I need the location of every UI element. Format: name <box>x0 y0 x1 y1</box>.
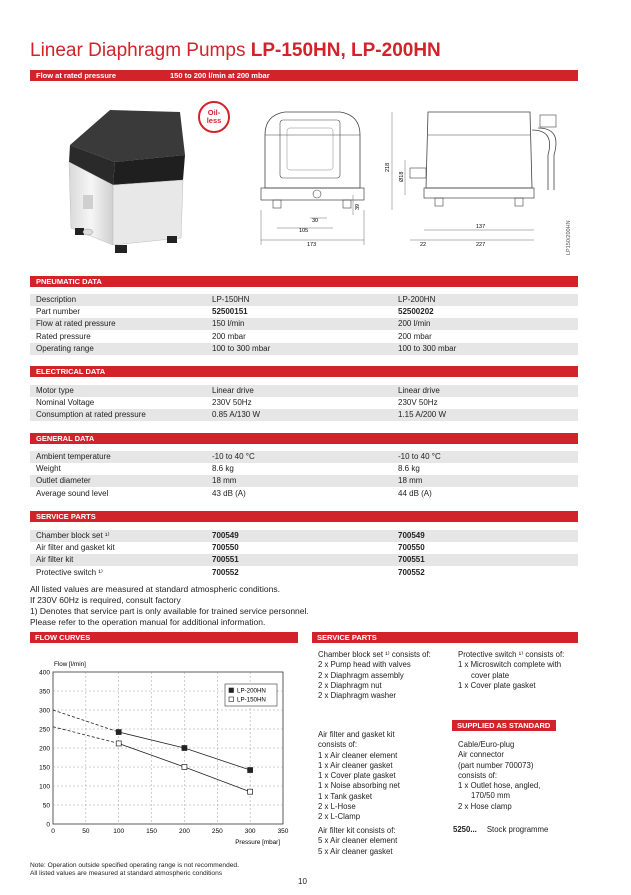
service-header: SERVICE PARTS <box>30 511 578 522</box>
y-tick-label: 100 <box>39 783 50 791</box>
general-row <box>30 488 578 500</box>
note-line: All listed values are measured at standard atmospheric conditions. <box>30 584 280 594</box>
y-tick-label: 200 <box>39 745 50 753</box>
x-tick-label: 0 <box>51 828 55 835</box>
dim-137: 137 <box>476 224 486 230</box>
legend-marker <box>229 697 234 702</box>
service-cell: 700549 <box>398 531 425 540</box>
data-point-lp-150hn <box>248 789 253 794</box>
pneumatic-cell: Description <box>36 295 77 304</box>
pneumatic-row <box>30 306 578 318</box>
x-tick-label: 50 <box>82 828 90 835</box>
x-axis-label: Pressure [mbar] <box>235 839 280 846</box>
y-tick-label: 300 <box>39 707 50 715</box>
service-row <box>30 567 578 579</box>
side-view-drawing <box>380 100 560 250</box>
data-point-lp-150hn <box>182 765 187 770</box>
data-point-lp-200hn <box>248 768 253 773</box>
electrical-row <box>30 409 578 421</box>
pneumatic-cell: LP-200HN <box>398 295 436 304</box>
general-header: GENERAL DATA <box>30 433 578 444</box>
notes <box>30 584 590 628</box>
legend-label: LP-150HN <box>237 696 266 704</box>
electrical-cell: Linear drive <box>398 386 440 395</box>
pneumatic-cell: 200 mbar <box>212 331 246 341</box>
x-tick-label: 350 <box>277 828 289 835</box>
electrical-cell: Linear drive <box>212 386 254 395</box>
general-cell: 18 mm <box>212 476 237 486</box>
electrical-cell: 1.15 A/200 W <box>398 410 447 420</box>
pneumatic-cell: 200 mbar <box>398 331 432 341</box>
service-cell: 700552 <box>398 567 425 577</box>
y-tick-label: 50 <box>42 802 50 810</box>
page-title <box>30 40 441 62</box>
dim-39: 39 <box>355 203 361 210</box>
note-line: 1) Denotes that service part is only available for trained service personnel. <box>30 606 309 616</box>
pneumatic-header: PNEUMATIC DATA <box>30 276 578 287</box>
badge-line2: less <box>206 116 222 125</box>
pneumatic-cell: 200 l/min <box>398 319 431 329</box>
dim-d18: Ø18 <box>399 171 405 182</box>
general-cell: -10 to 40 °C <box>398 452 441 461</box>
pneumatic-cell: 100 to 300 mbar <box>212 343 271 353</box>
pneumatic-row <box>30 343 578 355</box>
electrical-cell: Motor type <box>36 386 74 395</box>
stock-label: Stock programme <box>486 825 549 834</box>
general-cell: 44 dB (A) <box>398 488 432 498</box>
pneumatic-cell: Rated pressure <box>36 331 91 341</box>
data-point-lp-150hn <box>116 741 121 746</box>
x-tick-label: 200 <box>178 828 190 835</box>
y-tick-label: 350 <box>39 688 50 696</box>
general-cell: 43 dB (A) <box>212 488 246 498</box>
general-row <box>30 475 578 487</box>
general-cell: 8.6 kg <box>212 464 234 474</box>
x-tick-label: 250 <box>211 828 223 835</box>
pneumatic-cell: LP-150HN <box>212 295 250 304</box>
flow-value: 150 to 200 l/min at 200 mbar <box>170 71 270 80</box>
air-filter-kit-list: Air filter kit consists of: 5 x Air cleaner element 5 x Air cleaner gasket <box>318 826 398 856</box>
general-cell: Weight <box>36 464 61 474</box>
title-prefix: Linear Diaphragm Pumps <box>30 40 251 61</box>
data-point-lp-200hn <box>116 730 121 735</box>
service-row <box>30 542 578 554</box>
electrical-cell: Nominal Voltage <box>36 398 95 408</box>
service-cell: Chamber block set ¹⁾ <box>36 531 110 540</box>
protective-switch-list: Protective switch ¹⁾ consists of: 1 x Microswitch complete with cover plate 1 x Cover plate gasket <box>458 650 565 690</box>
dim-218: 218 <box>385 162 391 172</box>
pneumatic-row <box>30 294 578 306</box>
electrical-row <box>30 397 578 409</box>
data-point-lp-200hn <box>182 746 187 751</box>
x-tick-label: 300 <box>244 828 256 835</box>
pneumatic-cell: Flow at rated pressure <box>36 319 116 329</box>
title-models: LP-150HN, LP-200HN <box>250 40 441 61</box>
pneumatic-cell: 52500151 <box>212 307 248 317</box>
stock-code: 5250... <box>453 825 477 834</box>
general-cell: Average sound level <box>36 488 109 498</box>
pneumatic-row <box>30 331 578 343</box>
service-cell: 700550 <box>398 543 425 553</box>
service-row <box>30 554 578 566</box>
oil-less-badge <box>198 101 230 133</box>
pneumatic-cell: 150 l/min <box>212 319 245 329</box>
general-cell: Outlet diameter <box>36 476 91 486</box>
service-cell: Protective switch ¹⁾ <box>36 567 103 577</box>
x-tick-label: 150 <box>146 828 158 835</box>
general-cell: 18 mm <box>398 476 423 486</box>
side-code: LP150/200HN <box>566 220 572 255</box>
pneumatic-cell: 52500202 <box>398 307 434 317</box>
electrical-cell: Consumption at rated pressure <box>36 410 146 420</box>
service-cell: 700551 <box>212 555 239 565</box>
service-cell: 700549 <box>212 531 239 540</box>
y-tick-label: 150 <box>39 764 50 772</box>
x-tick-label: 100 <box>113 828 125 835</box>
y-tick-label: 0 <box>46 821 50 829</box>
dim-105: 105 <box>299 228 309 234</box>
service-cell: Air filter and gasket kit <box>36 543 115 553</box>
general-row <box>30 451 578 463</box>
service-cell: 700551 <box>398 555 425 565</box>
page-number: 10 <box>298 877 307 886</box>
electrical-cell: 230V 50Hz <box>212 398 252 408</box>
pneumatic-cell: Operating range <box>36 343 94 353</box>
electrical-cell: 230V 50Hz <box>398 398 438 408</box>
pneumatic-row <box>30 318 578 330</box>
air-filter-gasket-list: Air filter and gasket kit consists of: 1 x Air cleaner element 1 x Air cleaner gasket 1 x Cover plate gasket 1 x Noise absorbing net 1 x Tank gasket 2 x L-Hose 2 x L-Clamp <box>318 730 400 822</box>
service-parts-panel-header: SERVICE PARTS <box>312 632 578 643</box>
pneumatic-cell: 100 to 300 mbar <box>398 343 457 353</box>
y-axis-label: Flow [l/min] <box>54 661 86 668</box>
flow-label: Flow at rated pressure <box>36 71 117 80</box>
electrical-cell: 0.85 A/130 W <box>212 410 261 420</box>
dim-30: 30 <box>312 218 319 224</box>
footer-notes: Note: Operation outside specified operating range is not recommended. All listed values are measured at standard atmospheric conditions <box>30 862 239 877</box>
service-row <box>30 530 578 542</box>
supplied-header: SUPPLIED AS STANDARD <box>452 720 556 731</box>
y-tick-label: 250 <box>39 726 50 734</box>
stock-programme <box>453 825 548 835</box>
flow-curves-chart <box>28 652 298 852</box>
supplied-list: Cable/Euro-plug Air connector (part number 700073) consists of: 1 x Outlet hose, angled, 170/50 mm 2 x Hose clamp <box>458 740 541 811</box>
dim-22: 22 <box>420 242 427 248</box>
service-cell: Air filter kit <box>36 555 74 565</box>
badge-line1: Oil- <box>207 108 221 117</box>
chamber-block-list: Chamber block set ¹⁾ consists of: 2 x Pump head with valves 2 x Diaphragm assembly 2 x Diaphragm nut 2 x Diaphragm washer <box>318 650 431 701</box>
electrical-row <box>30 385 578 397</box>
flow-rated-bar <box>30 70 578 81</box>
dim-227: 227 <box>476 242 486 248</box>
general-cell: -10 to 40 °C <box>212 452 255 461</box>
electrical-header: ELECTRICAL DATA <box>30 366 578 377</box>
dim-173: 173 <box>307 242 317 248</box>
legend-label: LP-200HN <box>237 687 266 695</box>
front-view-drawing <box>255 100 375 250</box>
service-cell: 700552 <box>212 567 239 577</box>
flow-curves-header: FLOW CURVES <box>30 632 298 643</box>
service-cell: 700550 <box>212 543 239 553</box>
general-cell: 8.6 kg <box>398 464 420 474</box>
y-tick-label: 400 <box>39 669 50 677</box>
pneumatic-cell: Part number <box>36 307 81 317</box>
general-row <box>30 463 578 475</box>
general-cell: Ambient temperature <box>36 452 111 461</box>
legend-marker <box>229 688 234 693</box>
note-line: Please refer to the operation manual for additional information. <box>30 617 266 627</box>
note-line: If 230V 60Hz is required, consult factory <box>30 595 181 605</box>
